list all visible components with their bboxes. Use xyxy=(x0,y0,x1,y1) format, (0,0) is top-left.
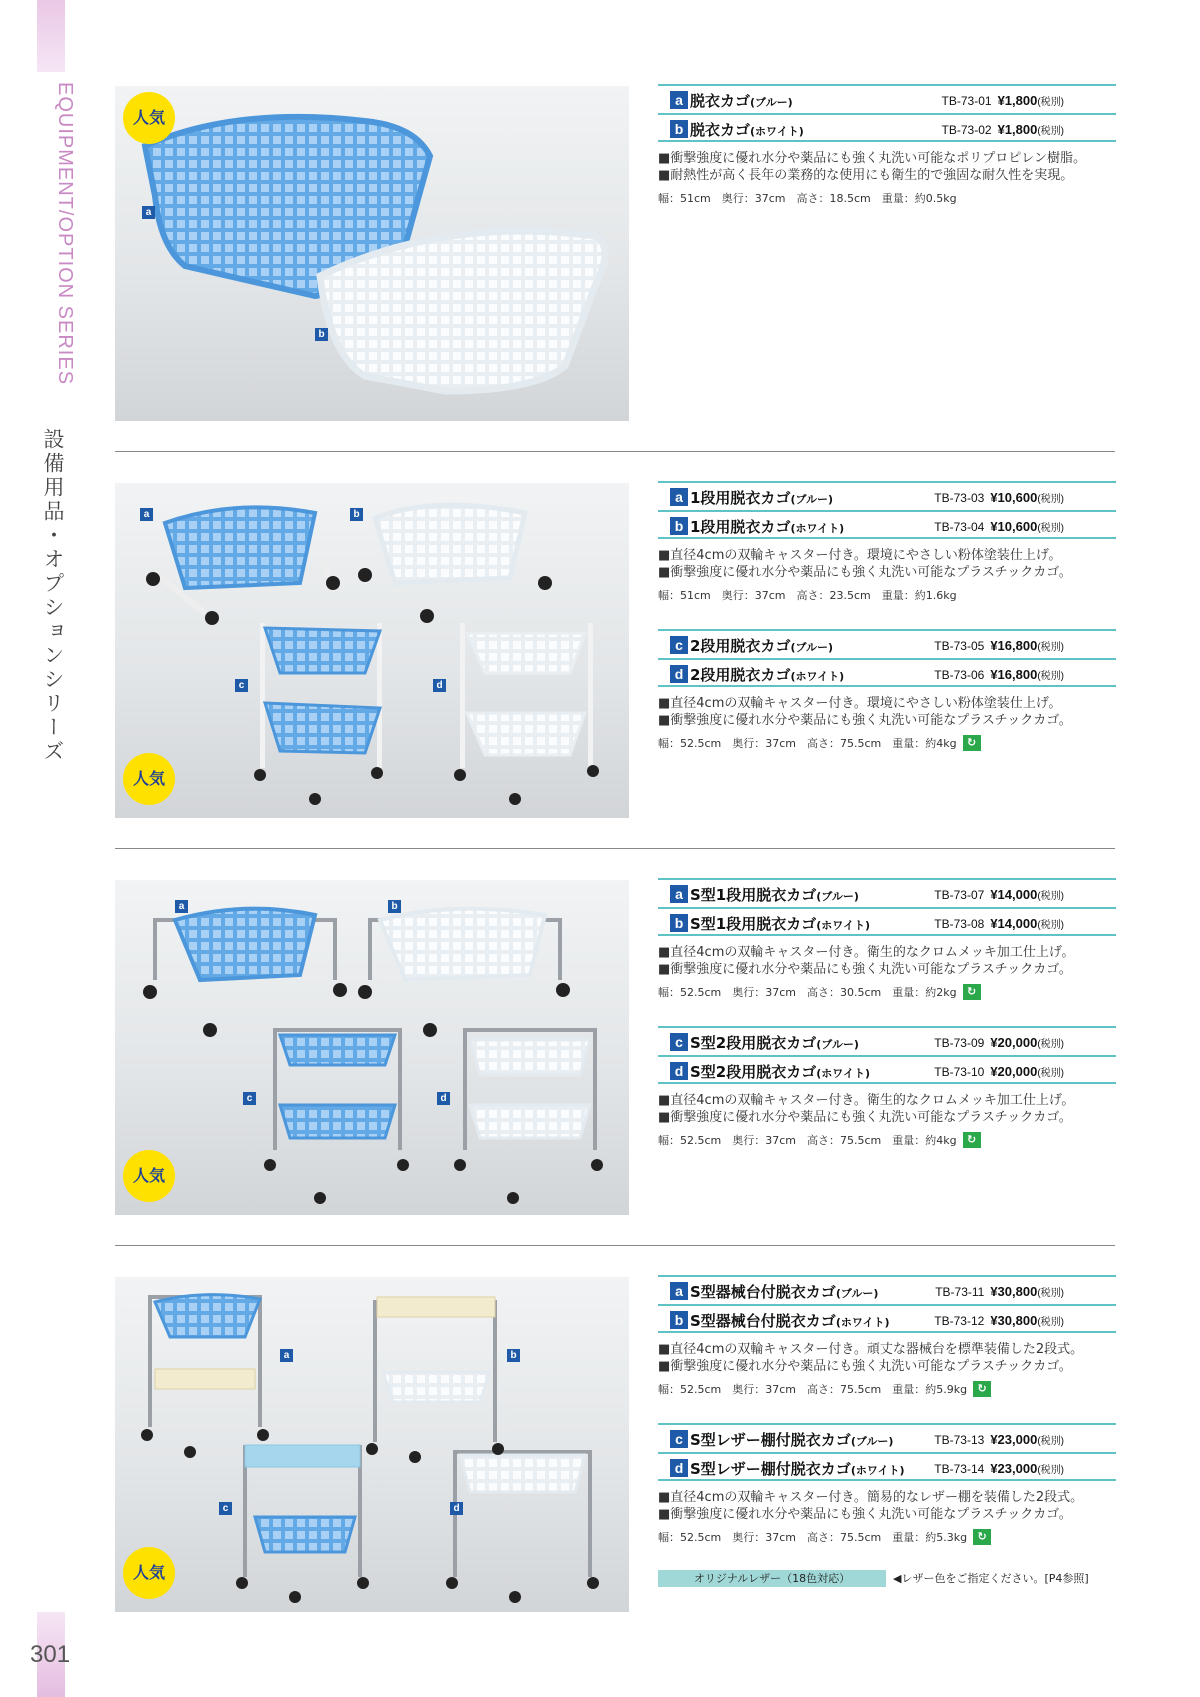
product-info-section-1 xyxy=(658,84,1116,206)
product-code-price: TB-73-08 ¥14,000(税別) xyxy=(934,916,1064,931)
page-number: 301 xyxy=(30,1641,71,1668)
photo-label-c: c xyxy=(243,1092,256,1105)
product-code-price: TB-73-05 ¥16,800(税別) xyxy=(934,638,1064,653)
product-row xyxy=(658,481,1116,510)
product-code-price: TB-73-11 ¥30,800(税別) xyxy=(935,1284,1064,1299)
product-description: ■直径4cmの双輪キャスター付き。衛生的なクロムメッキ加工仕上げ。 ■衝撃強度に優れ水分や薬品にも強く丸洗い可能なプラスチックカゴ。 xyxy=(658,945,1075,977)
product-name: 2段用脱衣カゴ(ホワイト) xyxy=(690,666,845,684)
product-name: 1段用脱衣カゴ(ブルー) xyxy=(690,489,834,507)
photo-label-a: a xyxy=(142,206,155,219)
stand-illustration xyxy=(115,483,629,818)
product-row xyxy=(658,1423,1116,1452)
product-row xyxy=(658,658,1116,687)
product-photo-s-type-table xyxy=(115,1277,629,1612)
product-description: ■直径4cmの双輪キャスター付き。頑丈な器械台を標準装備した2段式。 ■衝撃強度に優れ水分や薬品にも強く丸洗い可能なプラスチックカゴ。 xyxy=(658,1342,1084,1374)
item-letter-badge: c xyxy=(670,1430,688,1448)
product-row xyxy=(658,510,1116,539)
photo-label-b: b xyxy=(315,328,328,341)
product-code-price: TB-73-07 ¥14,000(税別) xyxy=(934,887,1064,902)
product-spec: 幅：52.5cm 奥行：37cm 高さ：75.5cm 重量：約4kg ↻ xyxy=(658,735,1116,751)
product-code-price: TB-73-02 ¥1,800(税別) xyxy=(941,122,1064,137)
product-row xyxy=(658,1304,1116,1333)
item-letter-badge: b xyxy=(670,517,688,535)
item-letter-badge: c xyxy=(670,1033,688,1051)
photo-label-b: b xyxy=(350,508,363,521)
photo-label-d: d xyxy=(437,1092,450,1105)
product-name: 2段用脱衣カゴ(ブルー) xyxy=(690,637,834,655)
item-letter-badge: b xyxy=(670,914,688,932)
photo-label-a: a xyxy=(280,1349,293,1362)
product-row xyxy=(658,1275,1116,1304)
product-code-price: TB-73-03 ¥10,600(税別) xyxy=(934,490,1064,505)
photo-label-a: a xyxy=(140,508,153,521)
photo-label-c: c xyxy=(235,679,248,692)
photo-label-b: b xyxy=(507,1349,520,1362)
product-code-price: TB-73-04 ¥10,600(税別) xyxy=(934,519,1064,534)
section-divider xyxy=(115,451,1115,452)
product-name: S型1段用脱衣カゴ(ホワイト) xyxy=(690,915,870,933)
product-code-price: TB-73-10 ¥20,000(税別) xyxy=(934,1064,1064,1079)
product-row xyxy=(658,1026,1116,1055)
leather-color-note: ◀レザー色をご指定ください。[P4参照] xyxy=(893,1572,1089,1585)
eco-mark-icon: ↻ xyxy=(963,984,981,1000)
product-row xyxy=(658,84,1116,113)
product-name: S型器械台付脱衣カゴ(ホワイト) xyxy=(690,1312,890,1330)
eco-mark-icon: ↻ xyxy=(963,1132,981,1148)
popular-badge: 人気 xyxy=(125,755,173,803)
popular-badge: 人気 xyxy=(125,94,173,142)
eco-mark-icon: ↻ xyxy=(973,1381,991,1397)
item-letter-badge: d xyxy=(670,1459,688,1477)
item-letter-badge: a xyxy=(670,91,688,109)
product-name: 1段用脱衣カゴ(ホワイト) xyxy=(690,518,845,536)
product-name: S型2段用脱衣カゴ(ホワイト) xyxy=(690,1063,870,1081)
product-photo-s-type xyxy=(115,880,629,1215)
product-info-section-3 xyxy=(658,878,1116,1148)
product-code-price: TB-73-06 ¥16,800(税別) xyxy=(934,667,1064,682)
product-description: ■直径4cmの双輪キャスター付き。環境にやさしい粉体塗装仕上げ。 ■衝撃強度に優れ水分や薬品にも強く丸洗い可能なプラスチックカゴ。 xyxy=(658,696,1072,728)
product-name: 脱衣カゴ(ホワイト) xyxy=(690,121,804,139)
product-row xyxy=(658,878,1116,907)
product-name: S型レザー棚付脱衣カゴ(ブルー) xyxy=(690,1431,894,1449)
section-divider xyxy=(115,848,1115,849)
popular-badge: 人気 xyxy=(125,1549,173,1597)
basket-illustration xyxy=(115,86,629,421)
product-description: ■直径4cmの双輪キャスター付き。環境にやさしい粉体塗装仕上げ。 ■衝撃強度に優れ水分や薬品にも強く丸洗い可能なプラスチックカゴ。 xyxy=(658,548,1072,580)
product-row xyxy=(658,1055,1116,1084)
item-letter-badge: b xyxy=(670,1311,688,1329)
item-letter-badge: d xyxy=(670,665,688,683)
s-type-table-illustration xyxy=(115,1277,629,1612)
product-name: S型2段用脱衣カゴ(ブルー) xyxy=(690,1034,859,1052)
product-info-section-4 xyxy=(658,1275,1116,1545)
product-code-price: TB-73-14 ¥23,000(税別) xyxy=(934,1461,1064,1476)
item-letter-badge: a xyxy=(670,1282,688,1300)
item-letter-badge: d xyxy=(670,1062,688,1080)
product-description: ■直径4cmの双輪キャスター付き。簡易的なレザー棚を装備した2段式。 ■衝撃強度に優れ水分や薬品にも強く丸洗い可能なプラスチックカゴ。 xyxy=(658,1490,1084,1522)
product-code-price: TB-73-12 ¥30,800(税別) xyxy=(934,1313,1064,1328)
product-code-price: TB-73-13 ¥23,000(税別) xyxy=(934,1432,1064,1447)
item-letter-badge: c xyxy=(670,636,688,654)
product-row xyxy=(658,113,1116,142)
product-row xyxy=(658,629,1116,658)
sidebar-series-jp: 設備用品・オプションシリーズ xyxy=(41,428,65,764)
product-description: ■直径4cmの双輪キャスター付き。衛生的なクロムメッキ加工仕上げ。 ■衝撃強度に優れ水分や薬品にも強く丸洗い可能なプラスチックカゴ。 xyxy=(658,1093,1075,1125)
item-letter-badge: b xyxy=(670,120,688,138)
product-name: 脱衣カゴ(ブルー) xyxy=(690,92,793,110)
product-info-section-2 xyxy=(658,481,1116,751)
product-row xyxy=(658,907,1116,936)
product-spec: 幅：52.5cm 奥行：37cm 高さ：75.5cm 重量：約5.9kg ↻ xyxy=(658,1381,1116,1397)
product-name: S型1段用脱衣カゴ(ブルー) xyxy=(690,886,859,904)
product-spec: 幅：52.5cm 奥行：37cm 高さ：30.5cm 重量：約2kg ↻ xyxy=(658,984,1116,1000)
product-spec: 幅：51cm 奥行：37cm 高さ：18.5cm 重量：約0.5kg xyxy=(658,192,957,205)
product-spec: 幅：51cm 奥行：37cm 高さ：23.5cm 重量：約1.6kg xyxy=(658,589,957,602)
s-type-illustration xyxy=(115,880,629,1215)
sidebar-series-en: EQUIPMENT/OPTION SERIES xyxy=(54,82,76,386)
product-photo-basket xyxy=(115,86,629,421)
photo-label-a: a xyxy=(175,900,188,913)
product-spec: 幅：52.5cm 奥行：37cm 高さ：75.5cm 重量：約5.3kg ↻ xyxy=(658,1529,1116,1545)
photo-label-c: c xyxy=(219,1502,232,1515)
product-spec: 幅：52.5cm 奥行：37cm 高さ：75.5cm 重量：約4kg ↻ xyxy=(658,1132,1116,1148)
original-leather-label: オリジナルレザー（18色対応） xyxy=(658,1570,886,1587)
photo-label-d: d xyxy=(450,1502,463,1515)
item-letter-badge: a xyxy=(670,885,688,903)
product-name: S型器械台付脱衣カゴ(ブルー) xyxy=(690,1283,879,1301)
product-code-price: TB-73-01 ¥1,800(税別) xyxy=(941,93,1064,108)
photo-label-b: b xyxy=(388,900,401,913)
photo-label-d: d xyxy=(433,679,446,692)
eco-mark-icon: ↻ xyxy=(973,1529,991,1545)
eco-mark-icon: ↻ xyxy=(963,735,981,751)
product-photo-basket-stand xyxy=(115,483,629,818)
sidebar-accent-top xyxy=(37,0,65,72)
product-description: ■衝撃強度に優れ水分や薬品にも強く丸洗い可能なポリプロピレン樹脂。 ■耐熱性が高く長年の業務的な使用にも衛生的で強固な耐久性を実現。 xyxy=(658,151,1086,183)
item-letter-badge: a xyxy=(670,488,688,506)
popular-badge: 人気 xyxy=(125,1152,173,1200)
product-row xyxy=(658,1452,1116,1481)
product-name: S型レザー棚付脱衣カゴ(ホワイト) xyxy=(690,1460,905,1478)
product-code-price: TB-73-09 ¥20,000(税別) xyxy=(934,1035,1064,1050)
section-divider xyxy=(115,1245,1115,1246)
